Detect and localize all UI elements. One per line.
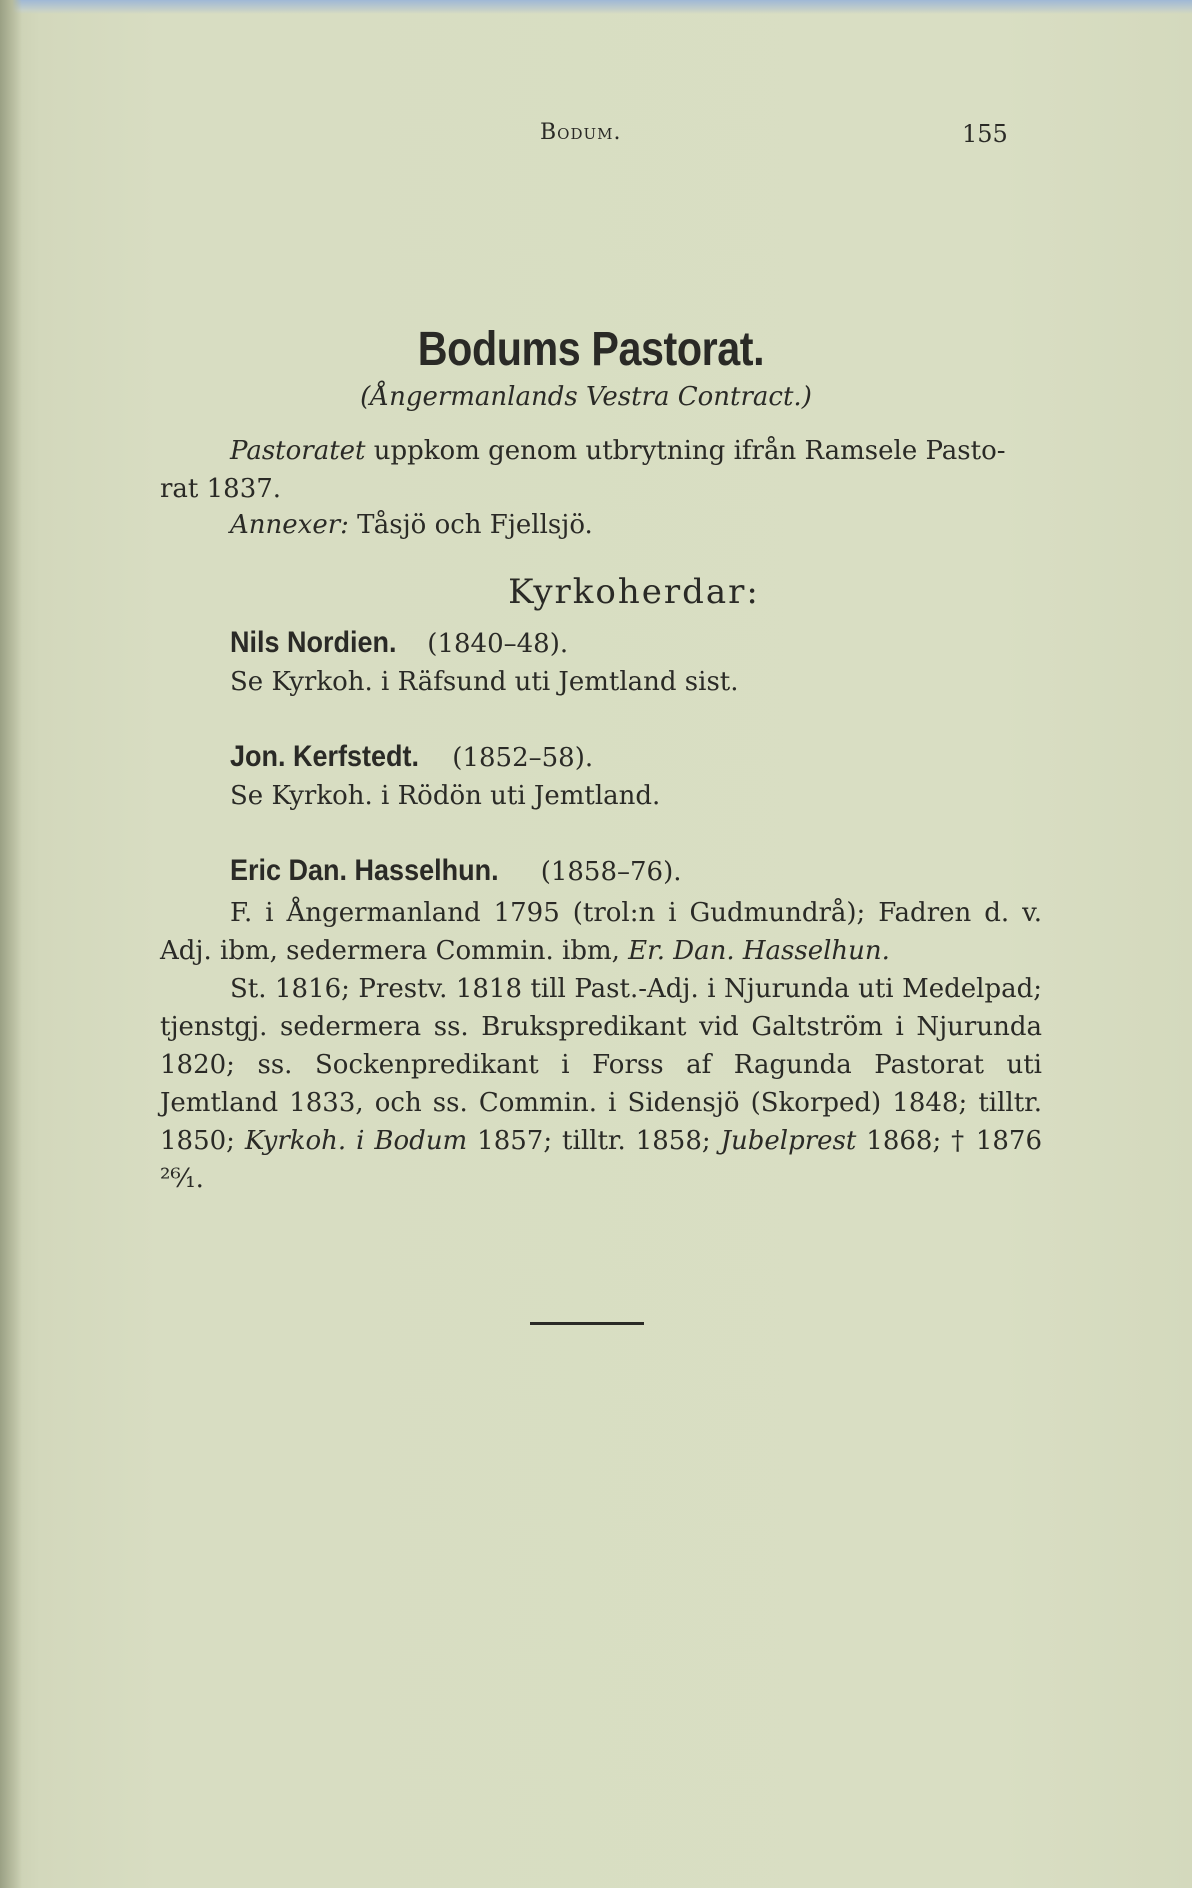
page-number: 155 xyxy=(962,120,1008,148)
entry-years: (1852–58). xyxy=(452,743,594,773)
biography-text: 1868; † 1876 ²⁶⁄₁. xyxy=(160,1126,1042,1194)
annexer-line xyxy=(230,506,1030,544)
page-gutter-shadow xyxy=(0,0,22,1888)
biography-text: 1857; tilltr. 1858; xyxy=(467,1126,721,1156)
scan-top-edge xyxy=(0,0,1192,14)
intro-line2: rat 1837. xyxy=(160,474,282,504)
intro-text: uppkom genom utbrytning ifrån Ramsele Pasto- xyxy=(365,436,1006,466)
biography-italic: Jubelprest xyxy=(720,1126,857,1156)
running-head: Bodum. xyxy=(540,120,622,145)
entry-eric-hasselhun xyxy=(230,852,1040,891)
biography-paragraph-1 xyxy=(160,894,1042,970)
entry-name: Nils Nordien. xyxy=(230,626,397,659)
entry-name: Jon. Kerfstedt. xyxy=(230,740,420,773)
section-divider xyxy=(530,1322,644,1325)
entry-biography xyxy=(160,894,1042,1198)
biography-paragraph-2 xyxy=(160,970,1042,1198)
section-heading: Kyrkoherdar: xyxy=(508,572,760,612)
entry-note: Se Kyrkoh. i Räfsund uti Jemtland sist. xyxy=(230,667,739,697)
page-title: Bodums Pastorat. xyxy=(417,323,765,376)
biography-text: F. i Ångermanland 1795 (trol:n i Gudmundrå); Fadren d. v. Adj. ibm, sedermera Commin. ibm, xyxy=(160,898,1042,966)
entry-jon-kerfstedt xyxy=(230,738,1040,815)
intro-paragraph xyxy=(160,432,1042,508)
biography-italic: Er. Dan. Hasselhun. xyxy=(628,936,890,966)
page-subtitle: (Ångermanlands Vestra Contract.) xyxy=(360,382,812,412)
biography-italic: Kyrkoh. i Bodum xyxy=(244,1126,468,1156)
biography-text: St. 1816; Prestv. 1818 till Past.-Adj. i Njurunda uti Medelpad; tjenstgj. sedermera ss. Brukspredikant vid Galtström i Njurunda 1820; ss. Sockenpredikant i Forss af Ragunda Pastorat uti Jemtland 1833, och ss. Commin. i Sidensjö (Skorped) 1848; tilltr. 1850; xyxy=(160,974,1042,1156)
entry-years: (1840–48). xyxy=(427,629,569,659)
annexer-value: Tåsjö och Fjellsjö. xyxy=(348,510,593,540)
entry-note: Se Kyrkoh. i Rödön uti Jemtland. xyxy=(230,781,661,811)
entry-years: (1858–76). xyxy=(540,857,682,887)
entry-nils-nordien xyxy=(230,624,1040,701)
entry-name: Eric Dan. Hasselhun. xyxy=(230,854,499,887)
intro-italic: Pastoratet xyxy=(230,436,366,466)
annexer-label: Annexer: xyxy=(230,510,349,540)
